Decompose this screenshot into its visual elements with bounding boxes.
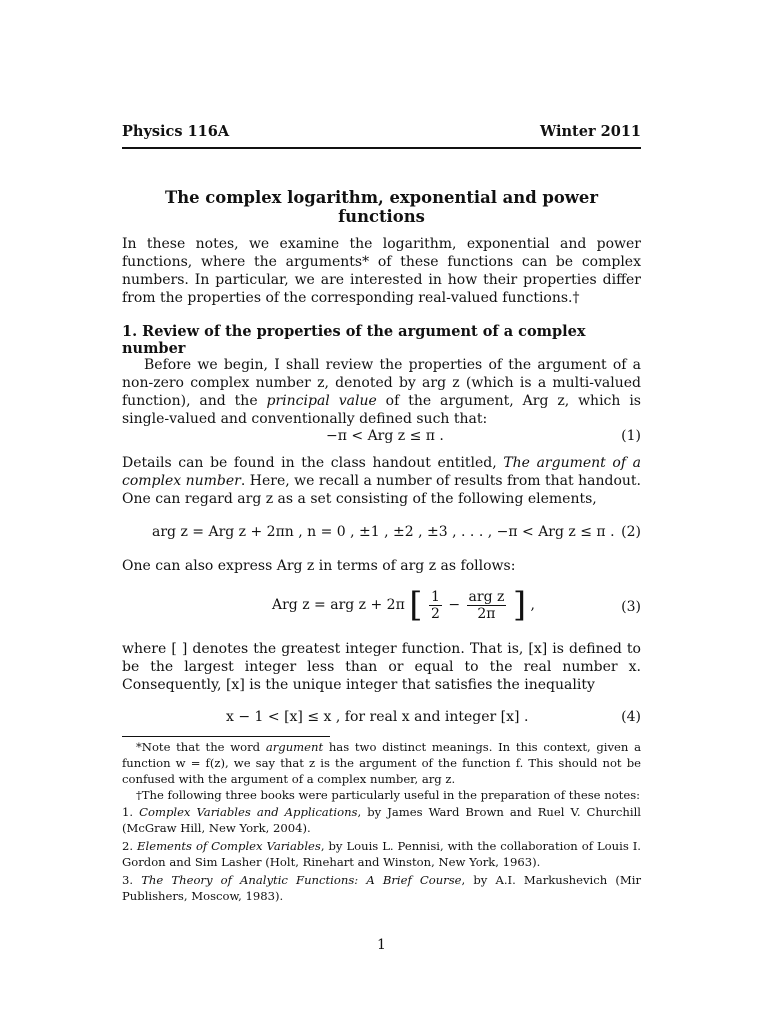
section-heading: 1. Review of the properties of the argument of a complex number [122, 323, 586, 357]
intro-paragraph: In these notes, we examine the logarithm, exponential and power functions, where the arguments* of these functions can be complex numbers. In particular, we are interested in how their properties differ from the properties of the corresponding real-valued functions.† [122, 236, 641, 306]
footnote-rule [122, 736, 330, 737]
equation-2: arg z = Arg z + 2πn , n = 0 , ±1 , ±2 , ±3 , . . . , −π < Arg z ≤ π . (2) [152, 524, 641, 540]
emphasis-text: principal value [266, 393, 377, 409]
equation-1: −π < Arg z ≤ π . (1) [326, 428, 641, 444]
emphasis-text: The argument of a complex number [122, 455, 641, 489]
equation-3: Arg z = arg z + 2π [ $\frac{1}{2}$ − $\frac{\text{arg z}}{2\pi}$ ] , (3) [272, 585, 641, 625]
page-number: 1 [377, 937, 386, 953]
equation-number: (4) [621, 709, 641, 725]
running-header [122, 123, 641, 143]
fraction: $\frac{1}{2}$ [430, 588, 440, 622]
equation-number: (2) [621, 524, 641, 540]
reference-3: 3. The Theory of Analytic Functions: A Brief Course, by A.I. Markushevich (Mir Publishers, Moscow, 1983). [122, 873, 641, 903]
footnote-2: †The following three books were particularly useful in the preparation of these notes: [136, 788, 641, 802]
equation-number: (1) [621, 428, 641, 444]
fraction: $\frac{\text{arg z}}{2\pi}$ [468, 588, 505, 622]
document-title: The complex logarithm, exponential and power functions [165, 188, 598, 226]
document-page [122, 0, 641, 1024]
paragraph-4: where [ ] denotes the greatest integer function. That is, [x] is defined to be the largest integer less than or equal to the real number x. Consequently, [x] is the unique integer that satisfies the inequality [122, 641, 641, 693]
footnote-1: *Note that the word argument has two distinct meanings. In this context, given a function w = f(z), we say that z is the argument of the function f. This should not be confused with the argument of a complex number, arg z. [122, 740, 641, 786]
paragraph-2: Details can be found in the class handout entitled, The argument of a complex number. Here, we recall a number of results from that handout. One can regard arg z as a set consisting of the following elements, [122, 455, 641, 507]
term-label: Winter 2011 [539, 123, 641, 140]
paragraph-3: One can also express Arg z in terms of arg z as follows: [122, 558, 516, 574]
header-rule [122, 147, 641, 149]
reference-1: 1. Complex Variables and Applications, by James Ward Brown and Ruel V. Churchill (McGraw Hill, New York, 2004). [122, 805, 641, 835]
reference-2: 2. Elements of Complex Variables, by Louis L. Pennisi, with the collaboration of Louis I. Gordon and Sim Lasher (Holt, Rinehart and Winston, New York, 1963). [122, 839, 641, 869]
equation-4: x − 1 < [x] ≤ x , for real x and integer [x] . (4) [226, 709, 641, 725]
course-label: Physics 116A [122, 123, 230, 140]
paragraph-1: Before we begin, I shall review the properties of the argument of a non-zero complex number z, denoted by arg z (which is a multi-valued function), and the principal value of the argument, Arg z, which is single-valued and conventionally defined such that: [122, 357, 641, 427]
equation-number: (3) [621, 599, 641, 615]
